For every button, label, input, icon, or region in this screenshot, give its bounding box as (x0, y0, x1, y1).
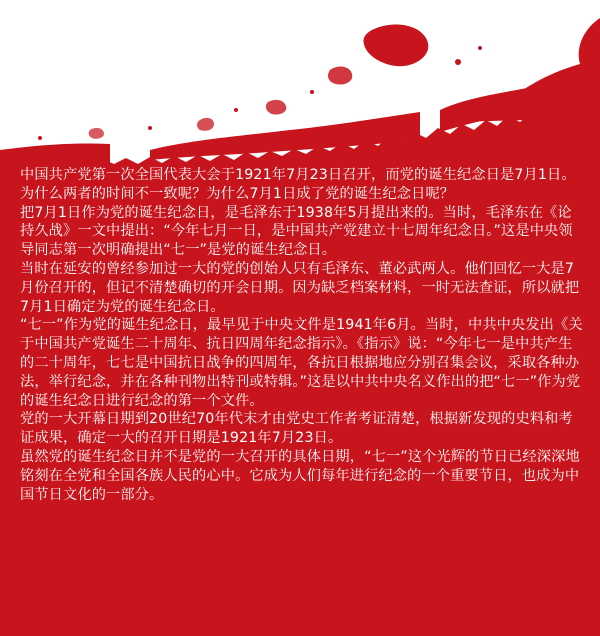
torn-paper-header (0, 0, 600, 190)
paragraph-2: 把7月1日作为党的诞生纪念日，是毛泽东于1938年5月提出来的。当时，毛泽东在《论持久战》一文中提出：“今年七月一日，是中国共产党建立十七周年纪念日。”这是中央领导同志第一次明确提出“七一”是党的诞生纪念日。 (20, 204, 573, 259)
paragraph-3: 当时在延安的曾经参加过一大的党的创始人只有毛泽东、董必武两人。他们回忆一大是7月份召开的，但记不清楚确切的开会日期。因为缺乏档案材料，一时无法查证，所以就把7月1日确定为党的诞生纪念日。 (20, 260, 580, 315)
paragraph-4: “七一”作为党的诞生纪念日，最早见于中央文件是1941年6月。当时，中共中央发出《关于中国共产党诞生二十周年、抗日四周年纪念指示》。《指示》说：“今年七一是中共产生的二十周年，七七是中国抗日战争的四周年，各抗日根据地应分别召集会议，采取各种办法，举行纪念，并在各种刊物出特刊或特辑。”这是以中共中央名义作出的把“七一”作为党的诞生纪念日进行纪念的第一个文件。 (20, 317, 583, 409)
article-body (20, 166, 586, 504)
paragraph-1: 中国共产党第一次全国代表大会于1921年7月23日召开，而党的诞生纪念日是7月1日。为什么两者的时间不一致呢？为什么7月1日成了党的诞生纪念日呢？ (20, 167, 576, 202)
paragraph-5: 党的一大开幕日期到20世纪70年代末才由党史工作者考证清楚，根据新发现的史料和考证成果，确定一大的召开日期是1921年7月23日。 (20, 411, 573, 447)
paragraph-6: 虽然党的诞生纪念日并不是党的一大召开的具体日期，“七一”这个光辉的节日已经深深地铭刻在全党和全国各族人民的心中。它成为人们每年进行纪念的一个重要节日，也成为中国节日文化的一部分。 (20, 448, 580, 503)
